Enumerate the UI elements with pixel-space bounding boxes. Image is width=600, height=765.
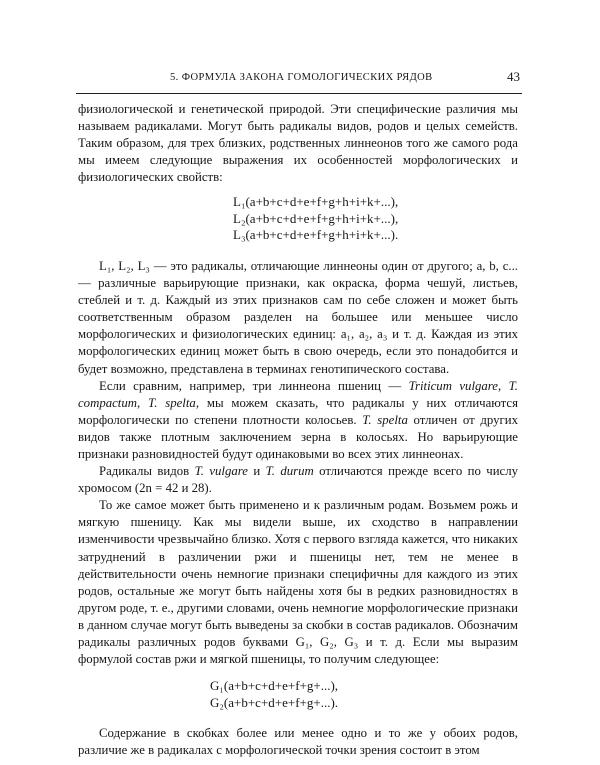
species-name: T. compactum xyxy=(78,378,518,410)
formula-block-linneons xyxy=(233,194,518,244)
paragraph-6: Содержание в скобках более или менее одно и то же у обоих родов, различие же в радикалах с морфологической точки зрения состоит в этом xyxy=(78,726,518,758)
page-body xyxy=(78,101,518,759)
paragraph-4: Радикалы видов T. vulgare и T. durum отличаются прежде всего по числу хромосом (2n = 42 и 28). xyxy=(78,464,519,496)
formula-line: L₂(a+b+c+d+e+f+g+h+i+k+...), xyxy=(233,210,399,226)
species-name: T. spelta xyxy=(148,395,196,410)
paragraph-2: L₁, L₂, L₃ — это радикалы, отличающие линнеоны один от другого; a, b, c... — различные варьирующие признаки, как окраска, форма чешуй, листьев, стеблей и т. д. Каждый из этих признаков сам по себе сложен и может быть соответственным образом разделен на большее или меньшее число морфологических и физиологических единиц: a₁, a₂, a₃ и т. д. Каждая из этих морфологических единиц может быть в свою очередь, если это понадобится и будет возможно, представлена в терминах генотипического состава. xyxy=(78,258,518,376)
formula-line: G₂(a+b+c+d+e+f+g+...). xyxy=(210,694,339,710)
species-name: Triticum vulgare xyxy=(408,378,498,393)
page-number: 43 xyxy=(507,69,520,84)
header-title: 5. ФОРМУЛА ЗАКОНА ГОМОЛОГИЧЕСКИХ РЯДОВ xyxy=(170,72,433,83)
species-name: T. spelta xyxy=(362,412,408,427)
header-rule xyxy=(76,93,522,94)
paragraph-3: Если сравним, например, три линнеона пшениц — Triticum vulgare, T. compactum, T. spelta, мы можем сказать, что радикалы у них отличаются морфологически по степени плотности колосьев. T. spelta отличен от других видов также плотным заключением зерна в колосьях. Но варьирующие признаки разновидностей будут одинаковыми во всех этих линнеонах. xyxy=(78,378,518,461)
formula-line: G₁(a+b+c+d+e+f+g+...), xyxy=(210,678,339,694)
running-header xyxy=(76,66,522,86)
species-name: T. durum xyxy=(265,464,314,479)
paragraph-1: физиологической и генетической природой. Эти специфические различия мы называем радикалами. Могут быть радикалы видов, родов и целых семейств. Таким образом, для трех близких, родственных линнеонов того же самого рода мы имеем следующие выражения их особенностей морфологических и физиологических свойств: xyxy=(78,102,518,185)
formula-block-genera xyxy=(210,678,518,711)
species-name: T. vulgare xyxy=(194,464,248,479)
paragraph-5: То же самое может быть применено и к различным родам. Возьмем рожь и мягкую пшеницу. Как мы видели выше, их сходство в направлении изменчивости чрезвычайно близко. Хотя с первого взгляда кажется, что никаких затруднений в различении ржи и пшеницы нет, тем не менее в действительности очень немногие признаки специфичны для каждого из этих родов, остальные же могут быть найдены хотя бы в редких разновидностях в другом роде, т. е., другими словами, очень немногие морфологические признаки в данном случае могут быть выведены за скобки в состав радикалов. Обозначим радикалы различных родов буквами G₁, G₂, G₃ и т. д. Если мы выразим формулой состав ржи и мягкой пшеницы, то получим следующее: xyxy=(78,498,518,667)
formula-line: L₃(a+b+c+d+e+f+g+h+i+k+...). xyxy=(233,227,399,243)
formula-line: L₁(a+b+c+d+e+f+g+h+i+k+...), xyxy=(233,194,399,210)
